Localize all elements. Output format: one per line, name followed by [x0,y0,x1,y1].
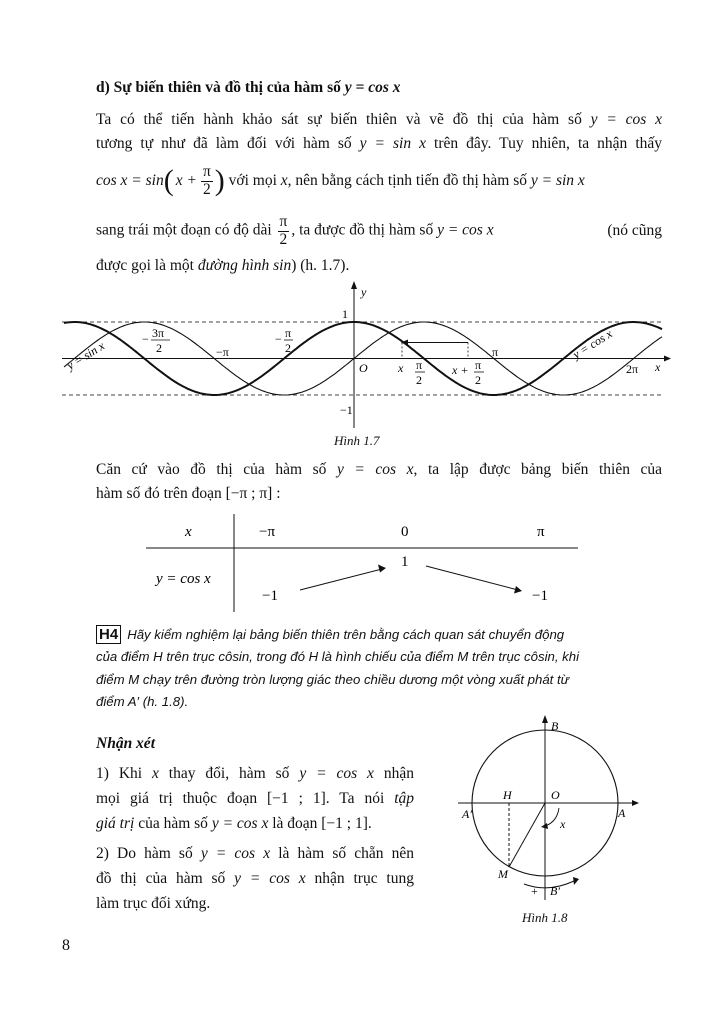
svg-text:π: π [285,326,292,340]
sin-curve-label: y = sin x [64,338,108,373]
label-B-prime: B′ [550,884,560,898]
origin-label: O [359,361,368,375]
tick-x: x [398,361,404,375]
svg-text:−: − [275,332,282,346]
x-axis-arrow [664,356,671,362]
sine-curve-line: được gọi là một đường hình sin) (h. 1.7). [96,257,350,274]
label-B: B [551,719,559,733]
svg-text:2: 2 [475,373,481,387]
tick-2pi: 2π [626,362,639,376]
tick-neg-pi: −π [216,345,229,359]
label-plus: + [531,884,538,898]
table-x-zero: 0 [401,524,409,540]
angle-arc [545,808,559,826]
svg-text:2: 2 [416,373,422,387]
figure-1-8-caption: Hình 1.8 [522,910,568,925]
remark-2: 2) Do hàm số y = cos x là hàm số chẵn nên đồ thị của hàm số y = cos x nhận trục tung làm trục đối xứng. [96,845,415,912]
table-x-pi: π [537,524,545,540]
table-intro-paragraph: Căn cứ vào đồ thị của hàm số y = cos x, ta lập được bảng biến thiên của hàm số đó trên đoạn [−π ; π] : [96,461,663,503]
table-x-neg-pi: −π [259,524,276,540]
table-x-header: x [185,524,192,540]
tick-pi: π [492,345,499,359]
formula-line: cos x = sin ( x + $\frac{\pi}{2}$ ) với mọi x , nên bằng cách tịnh tiến đồ thị hàm số y = sin x [96,163,585,198]
svg-text:−: − [142,332,149,346]
section-heading: d) Sự biến thiên và đồ thị của hàm số y = cos x [96,79,401,96]
remarks-title: Nhận xét [96,735,155,752]
label-M: M [498,867,508,881]
shift-line: sang trái một đoạn có độ dài $\frac{\pi}{2}$ , ta được đồ thị hàm số y = cos x (nó cũng [96,213,662,248]
table-y-max: 1 [401,554,409,570]
table-y-right: −1 [532,588,548,604]
tick-minus-1: −1 [340,403,353,417]
svg-text:3π: 3π [152,326,165,340]
tick-1: 1 [342,307,348,321]
fraction-pi-over-2: $\frac{\pi}{2}$ [202,163,211,198]
label-O: O [551,788,560,802]
remark-1: 1) Khi x thay đổi, hàm số y = cos x nhận mọi giá trị thuộc đoạn [−1 ; 1]. Ta nói tập giá trị của hàm số y = cos x là đoạn [−1 ; 1]. [96,765,414,832]
label-A-prime: A′ [462,807,472,821]
svg-text:2: 2 [285,341,291,355]
tick-pi-over-2 [415,358,425,387]
cos-curve-label: y = cos x [570,326,615,362]
svg-text:2: 2 [156,341,162,355]
svg-text:x +: x + [452,363,469,377]
svg-text:π: π [416,358,423,372]
variation-table [140,512,585,616]
h4-activity: H4 Hãy kiểm nghiệm lại bảng biến thiên trên bằng cách quan sát chuyển động của điểm H trên trục côsin, trong đó H là hình chiếu của điểm M trên trục côsin, khi điểm M chạy trên đường tròn lượng giác theo chiều dương một vòng xuất phát từ điểm A′ (h. 1.8). [96,626,580,710]
table-y-left: −1 [262,588,278,604]
decreasing-arrow [426,566,518,590]
x-axis-label: x [655,360,661,374]
tick-neg-pi-over-2 [275,326,293,355]
y-axis-label: y [361,285,367,299]
figure-1-7-caption: Hình 1.7 [334,433,380,448]
y-axis-arrow [351,281,357,289]
label-A: A [618,806,626,820]
figure-1-8-unit-circle [440,710,650,910]
label-x: x [560,817,566,831]
svg-text:π: π [475,358,482,372]
page-number: 8 [62,937,70,954]
intro-paragraph: Ta có thể tiến hành khảo sát sự biến thiên và vẽ đồ thị của hàm số y = cos x tương tự như đã làm đối với hàm số y = sin x trên đây. Tuy nhiên, ta nhận thấy [96,111,662,153]
figure-1-7-graph [60,282,670,432]
increasing-arrow [300,569,382,590]
h4-badge: H4 [96,625,121,644]
tick-neg-3pi-over-2 [142,326,170,355]
table-y-header: y = cos x [156,571,211,587]
radius-om [509,803,545,867]
label-H: H [503,788,512,802]
